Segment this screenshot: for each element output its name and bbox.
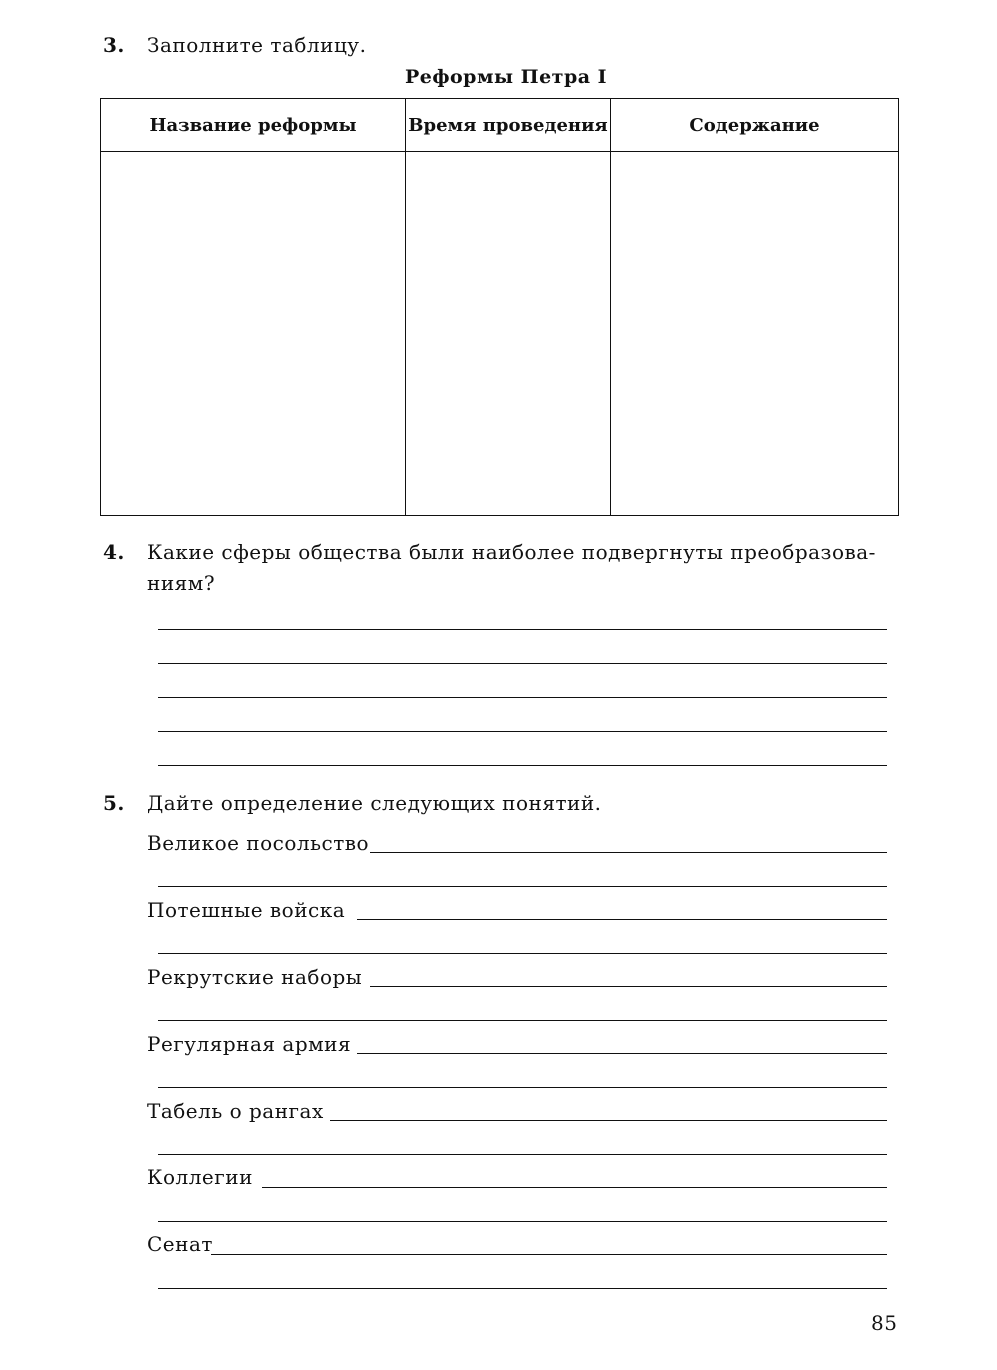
answer-line[interactable] (370, 852, 887, 853)
header-reform-name: Название реформы (101, 99, 406, 152)
answer-line[interactable] (158, 1087, 887, 1088)
task-4-text-1: Какие сферы общества были наиболее подвергнуты преобразова- (147, 540, 876, 564)
term-label: Потешные войска (147, 898, 346, 922)
reforms-table (100, 98, 899, 516)
answer-line[interactable] (262, 1187, 887, 1188)
answer-line[interactable] (158, 731, 887, 732)
term-label: Коллегии (147, 1165, 253, 1189)
header-content: Содержание (611, 99, 899, 152)
term-label: Сенат (147, 1232, 213, 1256)
answer-line[interactable] (158, 953, 887, 954)
table-title: Реформы Петра I (405, 66, 608, 88)
answer-line[interactable] (158, 1020, 887, 1021)
task-3-text: Заполните таблицу. (147, 33, 367, 57)
term-label: Великое посольство (147, 831, 370, 855)
task-4-text-2: ниям? (147, 571, 216, 595)
answer-line[interactable] (158, 1288, 887, 1289)
page-number: 85 (871, 1311, 898, 1335)
answer-line[interactable] (370, 986, 887, 987)
cell-reform-name[interactable] (101, 152, 406, 516)
answer-line[interactable] (357, 919, 887, 920)
term-label: Табель о рангах (147, 1099, 324, 1123)
task-4-number: 4. (103, 540, 125, 564)
cell-content[interactable] (611, 152, 899, 516)
answer-line[interactable] (211, 1254, 887, 1255)
task-5-number: 5. (103, 791, 125, 815)
answer-line[interactable] (158, 886, 887, 887)
term-label: Регулярная армия (147, 1032, 352, 1056)
answer-line[interactable] (158, 697, 887, 698)
answer-line[interactable] (158, 1221, 887, 1222)
answer-line[interactable] (158, 1154, 887, 1155)
answer-line[interactable] (330, 1120, 887, 1121)
term-label: Рекрутские наборы (147, 965, 363, 989)
header-time: Время проведения (406, 99, 611, 152)
answer-line[interactable] (158, 765, 887, 766)
task-5-text: Дайте определение следующих понятий. (147, 791, 602, 815)
cell-time[interactable] (406, 152, 611, 516)
answer-line[interactable] (158, 629, 887, 630)
answer-line[interactable] (158, 663, 887, 664)
task-3-number: 3. (103, 33, 125, 57)
answer-line[interactable] (357, 1053, 887, 1054)
